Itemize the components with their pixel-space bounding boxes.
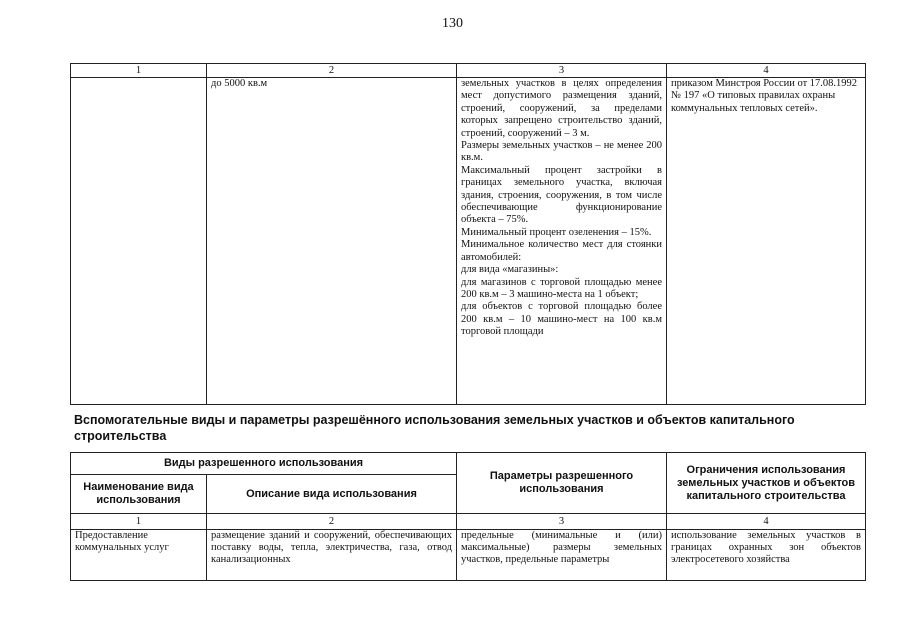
parameter-paragraph: для вида «магазины»: [461,264,559,276]
section-heading: Вспомогательные виды и параметры разрешённого использования земельных участков и объектов капитального строительства [74,413,795,443]
column-number: 4 [667,64,866,78]
parameter-paragraph: для объектов с торговой площадью более 200 кв.м – 10 машино-мест на 100 кв.м торговой площади [461,301,662,338]
use-name-cell: Предоставление коммунальных услуг [71,530,207,581]
use-description-cell: размещение зданий и сооружений, обеспечивающих поставку воды, тепла, электричества, газа, отвод канализационных [207,530,457,581]
parameter-paragraph: Минимальный процент озеленения – 15%. [461,226,652,238]
name-cell [71,78,207,405]
parameter-paragraph: Максимальный процент застройки в границах земельного участка, включая здания, строения, сооружения, в том числе обеспечивающие функционирование объекта – 75%. [461,164,662,226]
parameter-paragraph: Размеры земельных участков – не менее 200 кв.м. [461,140,662,164]
column-number: 3 [457,514,667,530]
description-cell: до 5000 кв.м [207,78,457,405]
column-number: 1 [71,514,207,530]
table-row [71,78,866,405]
limits-header: Ограничения использования земельных участков и объектов капитального строительства [667,453,866,514]
page-number: 130 [442,16,463,31]
header-row [71,453,866,475]
table-row [71,530,866,581]
column-number: 2 [207,514,457,530]
parameters-cell [457,78,667,405]
limitations-cell: приказом Минстроя России от 17.08.1992 № 197 «О типовых правилах охраны коммунальных тепловых сетей». [667,78,866,405]
parameter-paragraph: для магазинов с торговой площадью менее 200 кв.м – 3 машино-места на 1 объект; [461,276,662,300]
continuation-table [70,63,866,405]
auxiliary-uses-table [70,452,866,581]
parameter-paragraph: земельных участков в целях определения мест допустимого размещения зданий, строений, сооружений, за пределами которых запрещено строительство зданий, строений, сооружений – 3 м. [461,78,662,139]
column-number-row [71,64,866,78]
uses-group-header: Виды разрешенного использования [71,453,457,475]
description-header: Описание вида использования [207,475,457,514]
params-header: Параметры разрешенного использования [457,453,667,514]
column-number: 2 [207,64,457,78]
column-number: 3 [457,64,667,78]
parameter-paragraph: Минимальное количество мест для стоянки автомобилей: [461,239,662,263]
name-header: Наименование вида использования [71,475,207,514]
column-number: 4 [667,514,866,530]
use-limitations-cell: использование земельных участков в границах охранных зон объектов электросетевого хозяйства [667,530,866,581]
column-number-row [71,514,866,530]
column-number: 1 [71,64,207,78]
use-parameters-cell: предельные (минимальные и (или) максимальные) размеры земельных участков, предельные параметры [457,530,667,581]
